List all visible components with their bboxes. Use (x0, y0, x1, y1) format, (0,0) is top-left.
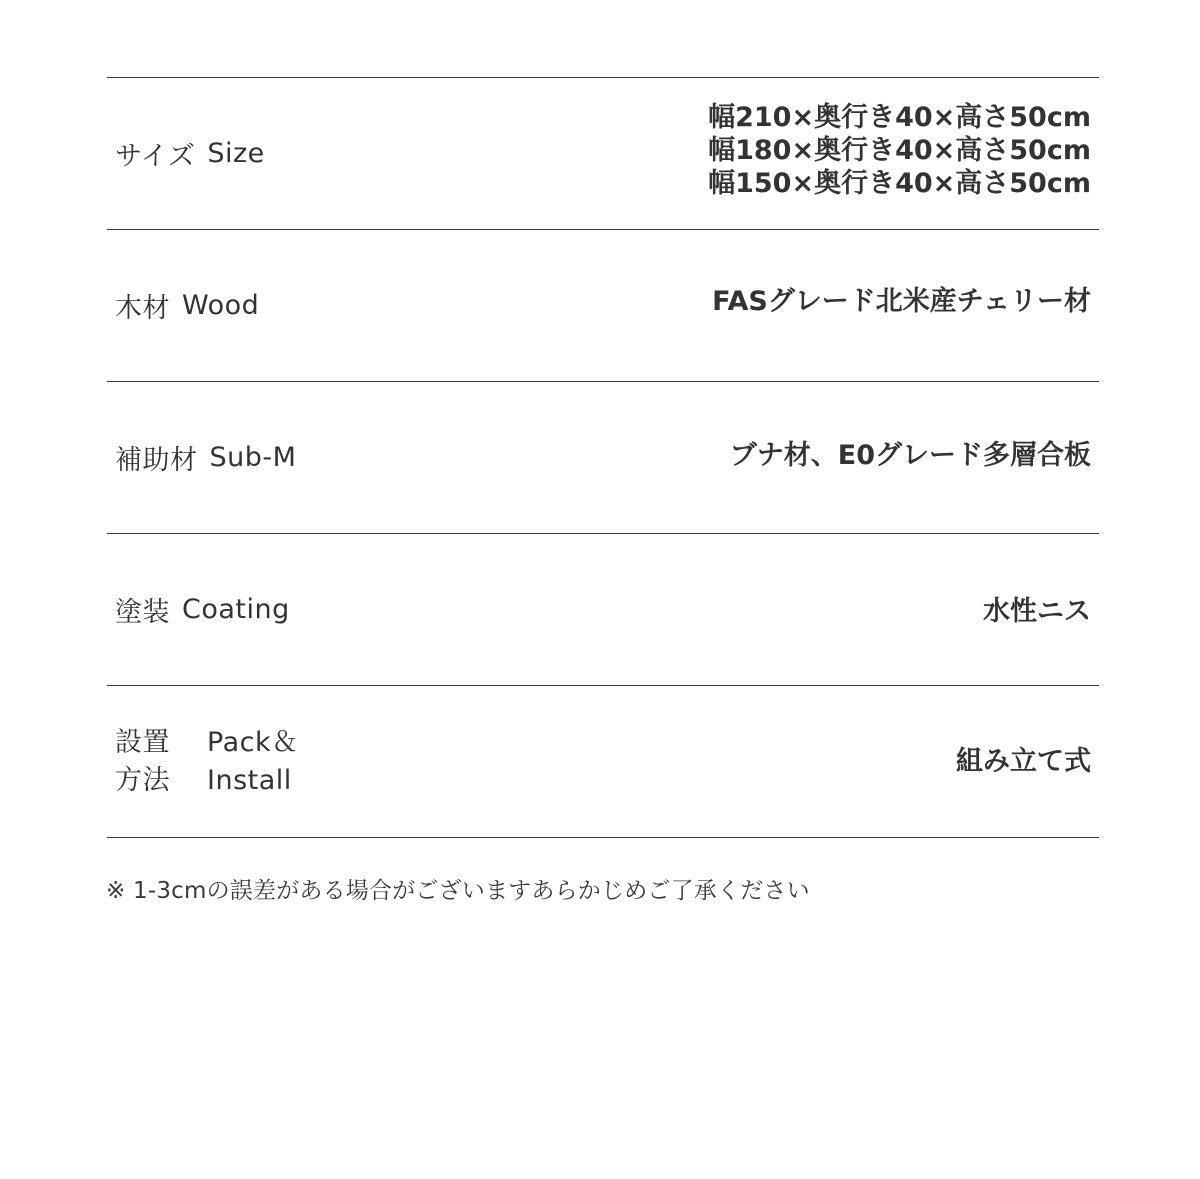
spec-label-sub-material (115, 382, 296, 533)
spec-value-coating (983, 538, 1091, 685)
size-option: 幅150×奥行き40×高さ50cm (708, 168, 1091, 199)
size-option: 幅180×奥行き40×高さ50cm (708, 135, 1091, 166)
spec-row-install (107, 686, 1099, 838)
spec-label-size (115, 78, 265, 229)
label-jp: 木材 (115, 293, 170, 324)
spec-row-size (107, 78, 1099, 230)
spec-value-wood (712, 222, 1091, 381)
label-en: Size (207, 138, 265, 169)
spec-label-wood (115, 230, 259, 381)
spec-value-install (956, 686, 1091, 837)
install-value: 組み立て式 (956, 746, 1091, 777)
label-en: Pack＆ (207, 726, 299, 758)
spec-row-sub-material (107, 382, 1099, 534)
spec-table (107, 77, 1099, 838)
wood-value: FASグレード北米産チェリー材 (712, 286, 1091, 317)
label-en: Wood (182, 290, 260, 321)
spec-label-coating (115, 534, 290, 685)
size-option: 幅210×奥行き40×高さ50cm (708, 102, 1091, 133)
label-en: Install (207, 764, 292, 796)
label-jp: 塗装 (115, 597, 170, 628)
label-en: Sub-M (209, 442, 297, 473)
coating-value: 水性ニス (983, 596, 1091, 627)
label-jp: 方法 (115, 764, 170, 796)
spec-row-wood (107, 230, 1099, 382)
spec-label-install (115, 686, 299, 837)
tolerance-note: ※ 1-3cmの誤差がある場合がございますあらかじめご了承ください (106, 878, 810, 904)
label-jp: サイズ (115, 141, 196, 172)
label-en: Coating (182, 594, 290, 625)
label-jp: 設置 (115, 726, 170, 758)
spec-value-size (708, 72, 1091, 229)
spec-value-sub-material (730, 378, 1091, 533)
sub-material-value: ブナ材、E0グレード多層合板 (729, 440, 1091, 471)
spec-row-coating (107, 534, 1099, 686)
label-jp: 補助材 (115, 445, 198, 476)
